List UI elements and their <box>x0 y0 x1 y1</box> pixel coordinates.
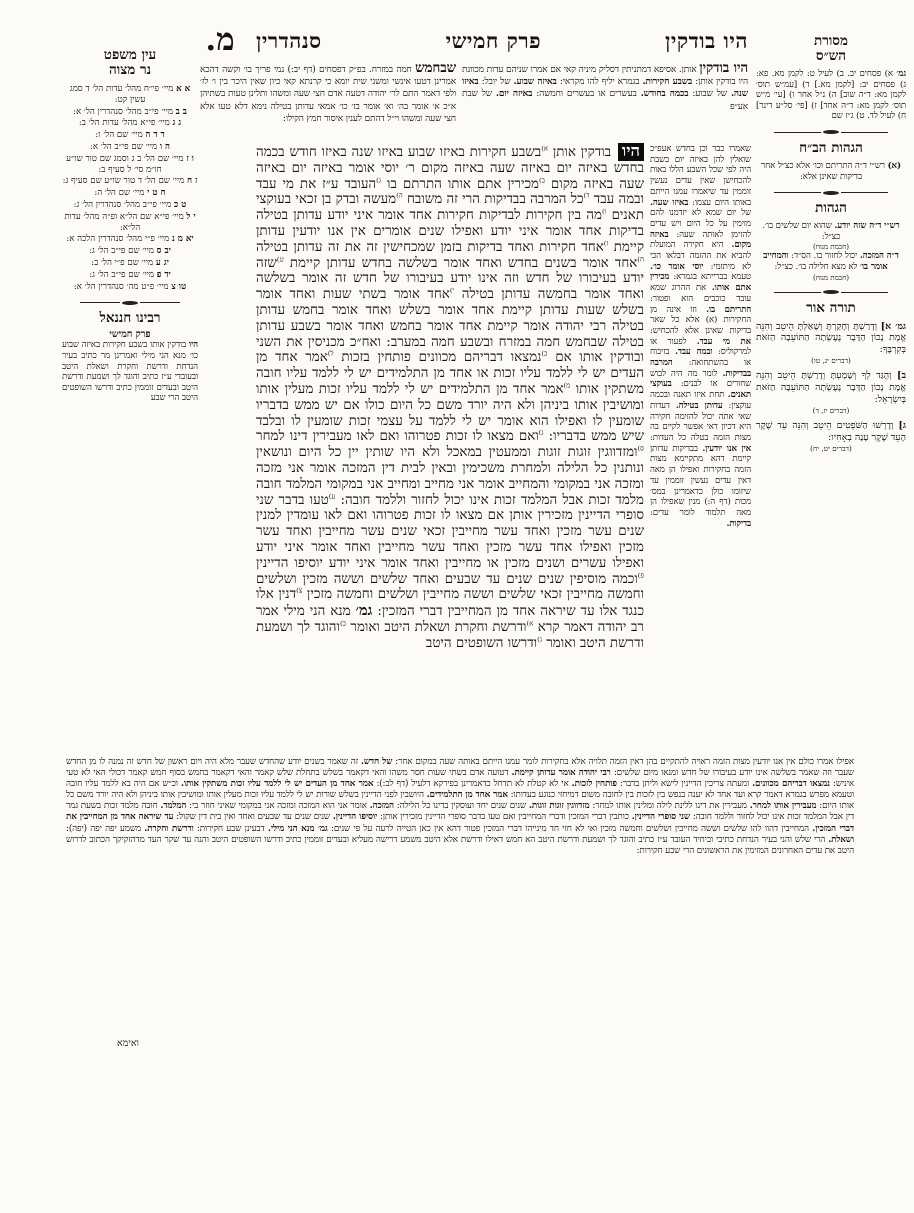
text-segment: ומעתה צריכין הדיינין לישא וליתן בדבר: <box>619 779 749 790</box>
section-divider <box>80 299 180 306</box>
text-segment: וזו אינה מן החקירות (א) אלא כל שאר בדיקות שאינן אלא להכחיש: <box>650 304 751 336</box>
lemma: באיזו שעה. <box>650 197 689 208</box>
superscript-ref: א) <box>541 144 548 153</box>
hagahos-habach-title: הגהות הב״ח <box>799 139 863 156</box>
rashi-bottom-block <box>66 757 854 1041</box>
text-segment: ומזדווגין זוגות זוגות וממעטין במאכל ולא היו שותין יין כל היום ונושאין ונותנין כל הלילה ולמחרת משכימין ובאין לבית דין המזכה אומר אני מזכה ומזכה אני במקומי והמחייב אומר אני מחייב ומחייב אני במקומי המלמד חובה מלמד זכות אבל המלמד זכות אינו יכול לחזור וללמד חובה: <box>256 445 644 508</box>
superscript-ref: מ) <box>563 381 571 390</box>
text-segment: העובד ע״ז את מי עבד ובמה עבד <box>256 176 644 208</box>
entry-mark: ו ז <box>186 153 194 164</box>
text-segment: אחד אומר בשתי שעות ואחד אומר בשלש שעות עדותן קיימת אחד אומר בשלש ואחד אומר בחמש עדותן בטילה רבי יהודה אומר קיימת אחד אומר בחמש ואחד אומר בשבע עדותן בטילה שבחמש חמה במזרח ובשבע חמה במערב: ואח״כ מכניסין את השני ובודקין אותו אם <box>256 287 644 366</box>
ein-mishpat-entry: י ל מיי׳ פי״א שם הל״א ופ״ה מהל׳ עדות הל״א: <box>64 211 196 233</box>
verse-source: (דברים יז, ד) <box>812 406 850 416</box>
text-segment: אי לא קטלת לא תדחל כדאמרינן בפירקא דלעיל (דף לב:): <box>376 779 569 790</box>
entry-mark: טו צ <box>171 281 187 292</box>
divider-ornament-icon <box>122 301 138 305</box>
lemma: באיזה יום. <box>495 89 533 100</box>
text-segment: מנא הני מילי אמר רב יהודה דאמר קרא <box>256 604 644 635</box>
text-segment: דעדות שאי אתה יכול להזימה חקירה היא דכיון דאי אפשר לקיים בה מצות הזמה בטלה כל העדות: <box>650 400 751 443</box>
text-segment: כל המרבה בבדיקות הרי זה משובח <box>406 192 584 208</box>
entry-mark: א א <box>176 84 191 94</box>
lemma: בשבע חקירות. <box>642 77 693 88</box>
ein-mishpat-entry: ו ז מיי׳ שם הל׳ ב ג וסמג שם טור שו״ע חו״מ סי׳ ל סעיף ב: <box>66 153 194 175</box>
text-segment: בודקין אותו בשבע חקירות באיזה שבוע כו׳ מנא הני מילי ואמרינן מר כתיב בעיר הנדחת ודרשת וחקרת ושאלת היטב ובעובדי ע״ז כתיב והוגד לך ושמעת ודרשת היטב ובעדים זוממין כתיב ודרשו השופטים היטב הרי שבע <box>62 340 198 404</box>
header-chapter-name: היו בודקין <box>665 28 748 53</box>
text-segment: חמה במזרח. בפ״ק דפסחים (דף יב:) נמי פריך בו׳ וקשה דהכא אמרינן דטעו אינשי ומשני שית יומא כי קרנתא קאי כיון שאין היכר בין ו׳ לז׳ ולפי דאמר התם לר׳ יהודה דטעה אדם חצי שעה ומשהו ותלינן טעות בשתיהן א״כ א׳ אומר בה׳ וא׳ אומר בז׳ כו׳ אמאי עדותן בטילה נימא דלא טעו אלא חצי שעה ומשהו וי״ל דהתם לענין איסור חמץ הקילו: <box>200 65 456 124</box>
text-segment: המחייבין דהוו להו שלשים וששה מחייבין ושלשים וחמשה מזכין ואי לא חזי חד מינייהו דברי המזכין פטור דהא אין כאן הטייה לרעה על פי שנים: <box>331 823 809 834</box>
tosafot-block <box>200 62 456 142</box>
text-segment: הרי שלש והני בעיר הנדחת כתיבי וביחיד העובד ע״ז כתיב והוגד לך ושמעת ודרשת היטב הא חמש דאילו ודרשת אלא היטב משמע דרישה מעליא ובעדים זוממין כתיב ודרשו השופטים היטב והנה עד שקר העד מדהזקיקך הכתוב לדרוש היטב את עדים האחרונים המזימין את הראשונים הרי שבע חקירות: <box>66 834 854 856</box>
lemma: המלמד. <box>160 801 187 812</box>
lemma: גמ׳ מנא הני מילי. <box>267 823 328 834</box>
mesoras-hashas-title-line1: מסורת <box>813 33 848 49</box>
torah-or-verse: ג] וְדָרְשׁוּ הַשֹּׁפְטִים הֵיטֵב וְהִנֵּה עֵד שֶׁקֶר הָעֵד שֶׁקֶר עָנָה בְאָחִיו: (דברים יט, יח) <box>756 420 906 454</box>
header-chapter-number: פרק חמישי <box>445 28 542 53</box>
lemma: אין אנו יודעין. <box>702 443 751 454</box>
lemma: באיזה שבוע. <box>513 77 557 88</box>
lemma: מעבירין אותו למחר. <box>749 801 817 812</box>
ein-mishpat-title-line2: נר מצוה <box>108 62 152 78</box>
text-segment: של יובל: <box>481 77 511 88</box>
text-segment: בשבע חקירות באיזו שבוע באיזו שנה באיזו חודש בכמה בחדש באיזה יום באיזה שעה באיזה מקום ר׳ יוסי אומר באיזה יום באיזה שעה באיזה מקום <box>256 145 644 192</box>
text-segment: משמע יפה יפה (יפה): <box>66 823 141 834</box>
ein-mishpat-entry: ב ב מיי׳ פי״ב מהל׳ סנהדרין הל׳ א: <box>73 106 187 117</box>
text-segment: אמר אחד מן העדים יש לי ללמד עליו זכות או אחד מן התלמידים יש לי ללמד עליו חובה משתקין אותו <box>256 350 644 397</box>
text-segment: בזיבוח או בהשתחואה: <box>650 347 751 369</box>
superscript-ref: ו) <box>601 207 607 216</box>
verse-ref-mark: ב] <box>897 370 906 382</box>
rabbeinu-chananel-subtitle: פרק חמישי <box>109 329 151 341</box>
superscript-ref: צ) <box>296 586 303 595</box>
verse-ref-mark: גמ׳ א] <box>880 320 906 332</box>
text-segment: יכול לחזור בו. הס״ד: <box>791 251 858 262</box>
text-segment: כותבין דברי המזכין ודברי המחייבין ואם טעו בדבר סופרי הדיינין מזכירין אותן: <box>379 812 629 823</box>
entry-mark: יב ס <box>156 246 171 257</box>
hagahos-habach-text <box>756 161 906 182</box>
lemma: התריתם בו. <box>706 304 751 315</box>
mesoras-hashas-title <box>756 34 906 64</box>
mesoras-hashas-text <box>756 69 906 122</box>
ein-mishpat-entry: ג ג מיי׳ פי״א מהל׳ עדות הל׳ ב: <box>78 118 182 129</box>
text-segment: מעשה ובדק בן זכאי בעוקצי תאנים <box>256 192 644 224</box>
lemma: יוסיפו הדיינין. <box>332 812 378 823</box>
text-segment: אחד חקירות ואחד בדיקות בזמן שמכחישין זה את זה עדותן בטילה <box>256 239 604 255</box>
text-segment: זה שאמר בשנים יודע שהחדש שעבר מלא היה ויום ראשון של חדש זה נמנה לו מן החדש שעבר וזה שאמר בשלשה אינו יודע בעיבורו של חדש ומנאו מיום שלשים: <box>66 757 854 779</box>
text-segment: שהוא יום שלשים בו׳. כצ״ל: <box>762 221 841 242</box>
text-segment: לא מצא חלילה בו׳. כצ״ל: <box>774 261 858 272</box>
ein-mishpat-title <box>62 48 198 78</box>
text-segment: רש״י ד״ה התריתם וכו׳ אלא כצ״ל אחר בדיקות שאינן אלא: <box>761 160 885 182</box>
text-segment: שזה יודע בעיבורו של חדש וזה אינו יודע בעיבורו של חדש זה אומר בשלשה ואחד אומר בחמשה עדותן בטילה <box>256 255 644 303</box>
text-segment: וכמה מוסיפין שנים שנים עד שבעים ואחד שלשים וששה מזכין ושלשים וחמשה מחייבין זכאי שלשים וששה מחייבין ושלשים וחמשה מזכין <box>256 571 644 603</box>
entry-mark: ב ב <box>175 106 187 117</box>
entry-mark: ז ח <box>186 176 198 187</box>
rabbeinu-chananel-text <box>62 340 198 404</box>
superscript-ref: ד) <box>583 191 590 200</box>
ein-mishpat-entry: יג ע מיי׳ שם פ״י הל׳ ב: <box>91 257 169 268</box>
lemma: פותחין לזכות. <box>571 779 617 790</box>
lemma: אמר אחד מן התלמידים. <box>426 790 508 801</box>
superscript-ref: ג) <box>537 635 542 644</box>
lemma: בכמה בחודש. <box>640 89 689 100</box>
lemma: באיזו שנה. <box>462 77 748 100</box>
superscript-ref: ס) <box>637 444 644 453</box>
entry-mark: ה ו <box>159 141 170 152</box>
superscript-ref: נ) <box>538 428 544 437</box>
lemma: היו <box>188 340 198 351</box>
entry-mark: ג ג <box>172 118 182 129</box>
text-segment: בעשרים או בעשרים וחמשה: <box>536 89 637 100</box>
ein-mishpat-entry: א א מיי׳ פי״ח מהל׳ עדות הל׳ ד סמג עשין קט: <box>69 84 191 105</box>
rashi-side-column <box>650 144 751 756</box>
torah-or-verse: ב] וְהֻגַּד לְךָ וְשָׁמָעְתָּ וְדָרַשְׁתָּ הֵיטֵב וְהִנֵּה אֱמֶת נָכוֹן הַדָּבָר נֶעֶשְׂתָה הַתּוֹעֵבָה הַזֹּאת בְּיִשְׂרָאֵל: (דברים יז, ד) <box>756 370 906 416</box>
entry-mark: י ל <box>186 211 196 222</box>
lemma: שני סופרי הדיינין. <box>631 812 690 823</box>
text-segment: ואם מצאו לו זכות פטרוהו ואם לאו מעבירין דינו למחר <box>256 429 539 445</box>
lemma: רבי יהודה אומר עדותן קיימת. <box>511 768 611 779</box>
tosafot-lead-word: שבחמש <box>415 62 456 76</box>
section-divider <box>774 189 888 196</box>
page-header <box>256 28 748 54</box>
lemma: ד״ה המזכה. <box>859 251 899 262</box>
ein-mishpat-entry: יד פ מיי׳ שם פי״ב הל׳ ג: <box>89 269 171 280</box>
superscript-ref: ט) <box>276 255 284 264</box>
lemma: עד שיראה אחד מן המחייבין את דברי המזכין. <box>66 812 854 834</box>
text-segment: שנים שנים יחד ועוסקין בדינו כל הלילה: <box>396 801 527 812</box>
ein-mishpat-entry: ז ח מיי׳ שם הל׳ ד טור שו״ע שם סעיף ג: <box>62 176 198 187</box>
lemma: בדיקות. <box>726 518 751 529</box>
lemma: באיזה מקום. <box>650 229 751 251</box>
lemma: מכירין אתם אותו. <box>650 272 751 294</box>
entry-mark: ח ט י <box>147 188 166 199</box>
ein-mishpat-entry: יב ס מיי׳ שם פי״ב הל׳ ג: <box>89 246 171 257</box>
ein-mishpat-entry: ח ט י מיי׳ שם הל׳ ה: <box>94 188 166 199</box>
lemma: (א) <box>887 160 901 171</box>
hagahos-text <box>756 221 906 281</box>
text-segment: מכירין אתם אותו התרתם בו <box>387 176 539 192</box>
lemma: נמצאו דבריהם מכוונים. <box>752 779 830 790</box>
ein-mishpat-entry: יא מ נ מיי׳ פ״י מהל׳ סנהדרין הלכה א: <box>66 234 194 245</box>
superscript-ref: ב) <box>339 619 346 628</box>
text-segment: לפעור או למרקוליס: <box>650 336 751 358</box>
section-divider <box>774 129 888 136</box>
text-segment: טעמא בברייתא בגמרא: <box>673 272 751 283</box>
text-segment: חובה מלמד זכות בשעת גמר דין אבל המלמד זכות אינו יכול לחזור וללמד חובה: <box>66 801 854 823</box>
divider-ornament-icon <box>823 130 839 134</box>
mishnah-gemara-column <box>256 143 644 756</box>
left-margin-column <box>62 48 198 404</box>
section-divider <box>774 289 888 296</box>
lemma: יוסי אומר כו׳. <box>650 261 704 272</box>
text-segment: של שבוע: <box>692 89 727 100</box>
text-segment: נמצאו דבריהם מכוונים פותחין בזכות <box>341 350 542 366</box>
folio-number: מ. <box>205 22 235 58</box>
lemma: ובמה עבד. <box>675 347 713 358</box>
text-segment: שנים שנים עד שבעים ואחד ואין בית דין שקול: <box>176 812 330 823</box>
verse-source: (דברים יט, יח) <box>810 444 852 454</box>
lemma: עדותן בטילה. <box>675 400 723 411</box>
catchword: ואימא <box>117 1038 139 1049</box>
rashi-lead-word: היו בודקין <box>699 62 748 76</box>
highlighted-word: היו <box>618 143 644 161</box>
lemma: ודרשת וחקרת. <box>144 823 194 834</box>
gemara-mark: גמ׳ <box>355 602 373 620</box>
rashi-top-block <box>462 62 748 142</box>
gloss-source: (חכמת מנוח) <box>813 242 849 252</box>
superscript-ref: ל) <box>327 349 334 358</box>
text-segment: תחת איזו תאנה ובכמה עוקצין: <box>650 390 751 411</box>
text-segment: אמר אחד מן התלמידים יש לי ללמד עליו זכות מעלין אותו ומושיבין אותו ביניהן ולא היה יורד משם כל היום כולו אם יש ממש בדבריו שומעין לו ואפילו הוא אומר יש לי ללמד על עצמי זכות שומעין לו ובלבד שיש ממש בדבריו: <box>256 381 644 445</box>
text-segment: אומר אני הוא המזכה ומזכה אני במקומי שאיני חוזר בי: <box>189 801 367 812</box>
superscript-ref: ע) <box>328 492 336 501</box>
superscript-ref: פ) <box>637 571 644 580</box>
superscript-ref: כ) <box>541 349 548 358</box>
entry-mark: יא מ נ <box>171 234 194 245</box>
text-segment: שאמרו כבר וכן בחדש אעפ״כ שואלין להן באיזה יום בשבת היה לפי שכל השבע הללו באות להכחישן שאין עדים נעשין זוממין עד שיאמרו עמנו הייתם באותו היום עצמו: <box>650 144 751 208</box>
entry-mark: יד פ <box>156 269 171 280</box>
text-segment: בגמרא יליף להו מקראי: <box>559 77 640 88</box>
entry-mark: ט כ <box>173 199 187 210</box>
text-segment: לומר מה היה לבוש שחורים או לבנים: <box>650 368 751 390</box>
divider-ornament-icon <box>823 290 839 294</box>
torah-or-title: תורה אור <box>806 299 856 316</box>
superscript-ref: ב) <box>538 176 545 185</box>
torah-or-verses <box>756 321 906 454</box>
text-segment: היושבין לפני הדיינין בשלש שורות יש לי ללמד עליו זכות מעלין אותו ומושיבין אותו ביניהן ולא היה יורד משם כל אותו היום: <box>66 790 854 812</box>
superscript-ref: י) <box>449 286 455 295</box>
lemma: המרבה בבדיקות. <box>650 358 751 379</box>
superscript-ref: ז) <box>603 239 609 248</box>
text-segment: מה בין חקירות לבדיקות חקירות אחד אומר איני יודע עדותן בטילה בדיקות אחד אומר איני יודע ואפילו שנים אומרים אין אנו יודעין עדותן קיימת <box>256 208 644 255</box>
ein-mishpat-entry: טו צ מיי׳ פ״ט מה׳ סנהדרין הל׳ א: <box>73 281 187 292</box>
gloss-source: (חכמת מנוח) <box>813 272 849 282</box>
superscript-ref: א) <box>526 619 534 628</box>
entry-mark: יג ע <box>155 257 169 268</box>
verse-source: (דברים יג, טו) <box>811 356 851 366</box>
lemma: בעוקצי תאנים. <box>650 379 751 401</box>
text-segment: דטועה אדם בשתי שעות חסר משהו והאי דקאמר בשלש בתחלת שלש קאמר והאי דקאמר בחמש בסוף חמש קאמר דכולי האי לא טעי איניש: <box>66 768 854 790</box>
text-segment: טעו בדבר שני סופרי הדיינין מזכירין אותן אם מצאו לו זכות פטרוהו ואם לאו עומדין למנין שנים עשר מזכין ואחד עשר מחייבין זכאי שנים עשר מחייבין ואחד עשר מזכין ואפילו אחד עשר מזכין ואחד עשר מחייבין ואחד אומר איני יודע ואפילו עשרים ושנים מזכין או מחייבין ואחד אומר איני יודע יוסיפו הדיינין <box>256 492 644 571</box>
ein-mishpat-entries <box>62 84 198 292</box>
lemma: מזדווגין זוגות זוגות. <box>528 801 590 812</box>
ein-mishpat-entry: ד ד ה מיי׳ שם הל׳ ו: <box>95 130 165 141</box>
text-segment: והוגד לך ושמעת ודרשת היטב ואומר <box>256 619 644 651</box>
text-segment: א) פסחים יב. ב) לעיל ט: לקמן מא. פא: ג) פסחים יב: [לקמן מא.] ד) [עמ״ש תוס׳ לקמן מא: ד״ה שוב] ה) נ״ל אחר ו) [עי׳ מ״ש תוס׳ לקמן מא: ד״ה אחד] ז) [פי׳ סל״ע דינר] ח) לעיל לד. ט) ג״ז שם <box>756 69 906 122</box>
lemma: של חדש. <box>360 757 393 767</box>
text-segment: אחד אומר בשנים בחדש ואחד אומר בשלשה בחדש עדותן קיימת <box>289 255 638 271</box>
superscript-ref: ה) <box>396 191 403 200</box>
mesoras-hashas-title-line2: הש״ס <box>815 48 847 64</box>
rabbeinu-chananel-title: רבינו חננאל <box>99 310 161 327</box>
text-segment: מעבירין את דינו ללינת לילה ומלינין אותו למחר: <box>592 801 747 812</box>
torah-or-verse: גמ׳ א] וְדָרַשְׁתָּ וְחָקַרְתָּ וְשָׁאַלְתָּ הֵיטֵב וְהִנֵּה אֱמֶת נָכוֹן הַדָּבָר נֶעֶשְׂתָה הַתּוֹעֵבָה הַזֹּאת בְּקִרְבֶּךָ: (דברים יג, טו) <box>756 320 906 366</box>
ein-mishpat-entry: ה ו מיי׳ שם פי״ב הל׳ א: <box>90 141 170 152</box>
right-margin-column <box>756 34 906 453</box>
hagahos-title: הגהות <box>815 200 847 217</box>
text-segment: דנין אלו כנגד אלו עד שיראה אחד מן המחייבין דברי המזכין: <box>256 587 644 620</box>
text-segment: בודקין אותן <box>552 145 612 160</box>
text-segment: ודרשת וחקרת ושאלת היטב ואומר <box>350 619 527 635</box>
ein-mishpat-title-line1: עין משפט <box>103 47 157 63</box>
header-tractate: סנהדרין <box>256 28 322 53</box>
superscript-ref: ח) <box>637 255 644 264</box>
text-segment: אפילו אמרו כולם אין אנו יודעין מצות הזמה ראויה להתקיים בהן דאין הזמה תלויה אלא בחקירות לומר עמנו הייתם באותה שעה במקום אחר: <box>395 757 854 767</box>
superscript-ref: ג) <box>376 176 382 185</box>
entry-mark: ד ד ה <box>145 130 165 141</box>
ein-mishpat-entry: ט כ מיי׳ פי״ב מהל׳ סנהדרין הל׳ ג: <box>73 199 187 210</box>
text-segment: אותן. אסיפא דמתניתין דסליק מיניה קאי אם אמרו שניהם עדות מכוונת היו בודקין אותן: <box>462 65 748 88</box>
text-segment: ודרשו השופטים היטב <box>425 635 538 651</box>
text-segment: היא חקירה המועלת להביא את ההזמה דבלאו הכי לא מיתזמי: <box>650 240 751 272</box>
lemma: את מי עבד. <box>696 336 751 347</box>
text-segment: בבדיקות עדותן קיימת דהא מתקיימא מצות הזמה בחקירות ואפילו הן מאה דאין עדים נעשין זוממין עד שיזומו כולן כדאמרינן במס׳ מכות (דף ה:) מנין שאפילו הן מאה תלמוד לומר עדים: <box>650 443 751 518</box>
lemma: ושאלת. <box>828 834 854 845</box>
verse-ref-mark: ג] <box>898 420 906 432</box>
lemma: גמ׳ <box>896 69 906 79</box>
divider-ornament-icon <box>823 191 839 195</box>
lemma: והמחייב אומר בו׳ <box>763 251 888 272</box>
lemma: המזכה. <box>369 801 394 812</box>
text-segment: וכ״ש אם היה בא ללמד עליו חובה וטעמא מפרש בגמרא דאמר קרא ועד אחד לא יענה בנפש בין לזכות בין לחובה משום דמיחזי כנוגע בעדותו: <box>66 779 854 801</box>
text-segment: את ההרוג שמא עובד כוכבים הוא ופטור: <box>650 283 751 304</box>
text-segment: דבעינן שבע חקירות: <box>196 823 265 834</box>
text-segment: של שבת אע״פ <box>462 89 748 112</box>
lemma: רש״י ד״ה שזה יודע. <box>834 221 900 232</box>
lemma: אמר אחד מן העדים יש לי ללמד עליו זכות משתקין אותו. <box>180 779 374 790</box>
text-segment: של יום שמא לא יזדמנו להם מזימין על כל היום ויש עדים להזימן לאותה שעה: <box>650 208 751 240</box>
